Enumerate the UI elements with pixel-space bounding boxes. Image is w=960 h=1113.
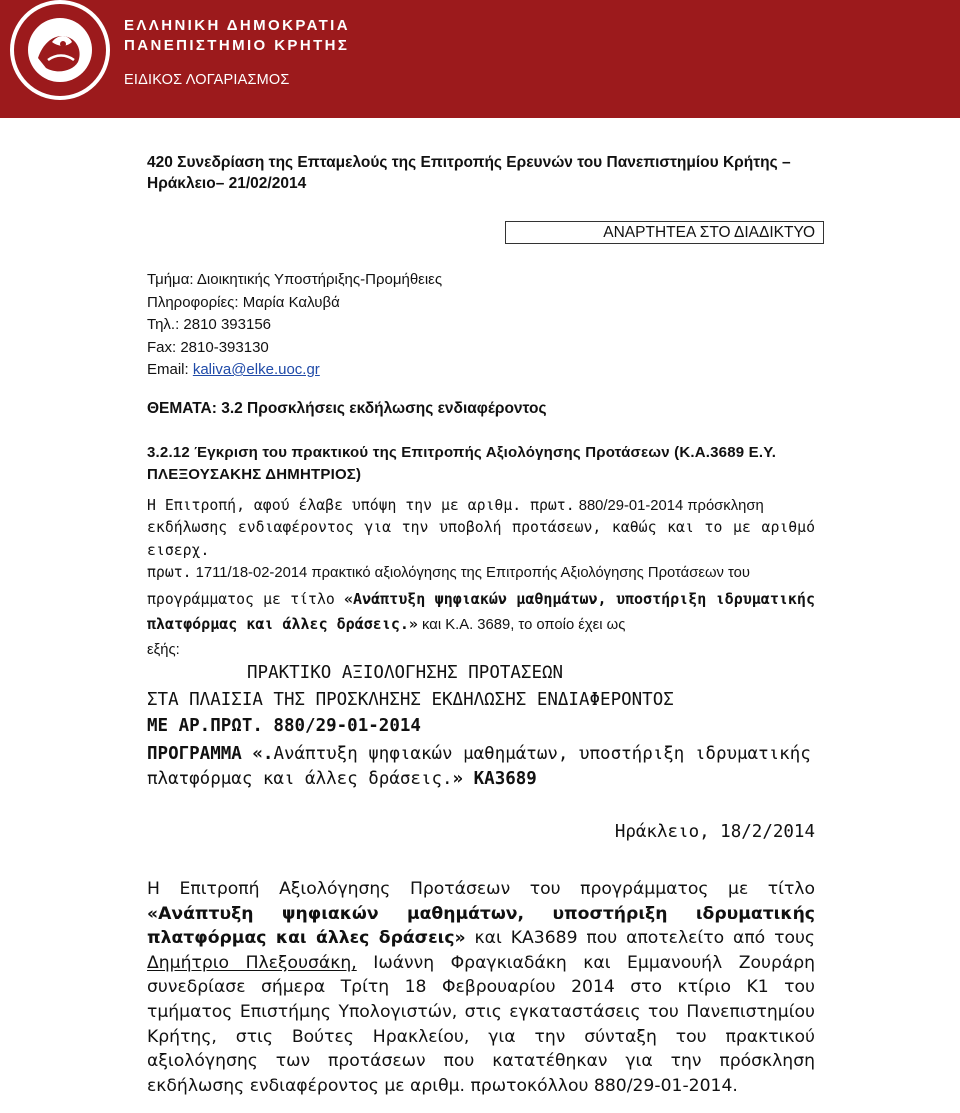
para-part3: εκδήλωσης ενδιαφέροντος για την υποβολή προτάσεων, καθώς και το με αριθμό εισερχ. (147, 519, 815, 559)
para-part7: και Κ.Α. 3689, το οποίο έχει ως (417, 617, 626, 634)
program-text-line2: πλατφόρμας και άλλες δράσεις. (147, 769, 453, 789)
session-title: 420 Συνεδρίαση της Επταμελούς της Επιτροπής Ερευνών του Πανεπιστημίου Κρήτης – (147, 154, 791, 171)
item-title-line1: 3.2.12 Έγκριση του πρακτικού της Επιτροπής Αξιολόγησης Προτάσεων (Κ.Α.3689 Ε.Υ. (147, 444, 777, 461)
contact-email-row (147, 359, 442, 382)
body-name1: Δημήτριο Πλεξουσάκη, (147, 952, 357, 973)
contact-block (147, 269, 442, 382)
contact-phone: Τηλ.: 2810 393156 (147, 316, 271, 333)
para-part8: εξής: (147, 641, 180, 658)
minutes-body (147, 877, 815, 1098)
para-program-title: «Ανάπτυξη ψηφιακών μαθημάτων, υποστήριξη ιδρυματικής πλατφόρμας και άλλες δράσεις.» (147, 589, 815, 634)
place-date: Ηράκλειο, 18/2/2014 (614, 822, 815, 842)
contact-department: Τμήμα: Διοικητικής Υποστήριξης-Προμήθειες (147, 271, 443, 288)
contact-fax: Fax: 2810-393130 (147, 338, 269, 356)
para-part4: πρωτ. (147, 564, 192, 582)
header-country: ΕΛΛΗΝΙΚΗ ΔΗΜΟΚΡΑΤΙΑ (124, 17, 350, 34)
header-university: ΠΑΝΕΠΙΣΤΗΜΙΟ ΚΡΗΤΗΣ (124, 37, 350, 54)
para-part1: Η Επιτροπή, αφού έλαβε υπόψη την με αριθμ. πρωτ. (147, 497, 575, 514)
europa-seal-icon (8, 0, 112, 102)
posting-box: ΑΝΑΡΤΗΤΕΑ ΣΤΟ ΔΙΑΔΙΚΤΥΟ (505, 221, 824, 244)
contact-email-link[interactable]: kaliva@elke.uoc.gr (192, 361, 320, 378)
session-date: Ηράκλειο– 21/02/2014 (147, 175, 307, 192)
contact-email-label: Email: (147, 361, 193, 378)
program-label: ΠΡΟΓΡΑΜΜΑ «. (147, 744, 274, 764)
body-p3: Ιωάννη Φραγκιαδάκη και Εμμανουήλ Ζουράρη συνεδρίασε σήμερα Τρίτη 18 Φεβρουαρίου 2014 στο κτίριο Κ1 του τμήματος Επιστήμης Υπολογιστών, στις εγκαταστάσεις του Πανεπιστημίου Κρήτης, στις Βούτες Ηρακλείου, για την σύνταξη του πρακτικού αξιολόγησης των προτάσεων που κατατέθηκαν για την πρόσκληση εκδήλωσης ενδιαφέροντος με αριθμ. πρωτοκόλλου 880/29-01-2014. (147, 952, 816, 1096)
header-banner (0, 0, 960, 118)
minutes-heading-1: ΠΡΑΚΤΙΚΟ ΑΞΙΟΛΟΓΗΣΗΣ ΠΡΟΤΑΣΕΩΝ (247, 663, 564, 683)
para-part6: προγράμματος με τίτλο (147, 590, 345, 608)
body-p1: Η Επιτροπή Αξιολόγησης Προτάσεων του προγράμματος με τίτλο (147, 879, 815, 899)
header-account: ΕΙΔΙΚΟΣ ΛΟΓΑΡΙΑΣΜΟΣ (124, 72, 290, 88)
item-title-line2: ΠΛΕΞΟΥΣΑΚΗΣ ΔΗΜΗΤΡΙΟΣ) (147, 466, 362, 483)
body-program-title: «Ανάπτυξη ψηφιακών μαθημάτων, υποστήριξη ιδρυματικής πλατφόρμας και άλλες δράσεις» (147, 903, 815, 949)
header-text (124, 16, 724, 90)
body-p2: και ΚΑ3689 που αποτελείτο από τους (465, 928, 816, 949)
minutes-program (147, 742, 815, 792)
program-text-line1: Ανάπτυξη ψηφιακών μαθημάτων, υποστήριξη ιδρυματικής (273, 744, 811, 764)
minutes-heading-3: ΜΕ ΑΡ.ΠΡΩΤ. 880/29-01-2014 (147, 716, 421, 736)
subject: ΘΕΜΑΤΑ: 3.2 Προσκλήσεις εκδήλωσης ενδιαφέροντος (147, 400, 547, 417)
contact-info: Πληροφορίες: Μαρία Καλυβά (147, 293, 340, 311)
minutes-heading-2: ΣΤΑ ΠΛΑΙΣΙΑ ΤΗΣ ΠΡΟΣΚΛΗΣΗΣ ΕΚΔΗΛΩΣΗΣ ΕΝΔΙΑΦΕΡΟΝΤΟΣ (147, 690, 674, 710)
para-part2: 880/29-01-2014 πρόσκληση (574, 498, 764, 514)
program-code: » ΚΑ3689 (452, 769, 537, 789)
para-part5: 1711/18-02-2014 πρακτικό αξιολόγησης της Επιτροπής Αξιολόγησης Προτάσεων του (191, 565, 750, 582)
decision-paragraph (147, 495, 815, 662)
item-title (147, 442, 819, 486)
